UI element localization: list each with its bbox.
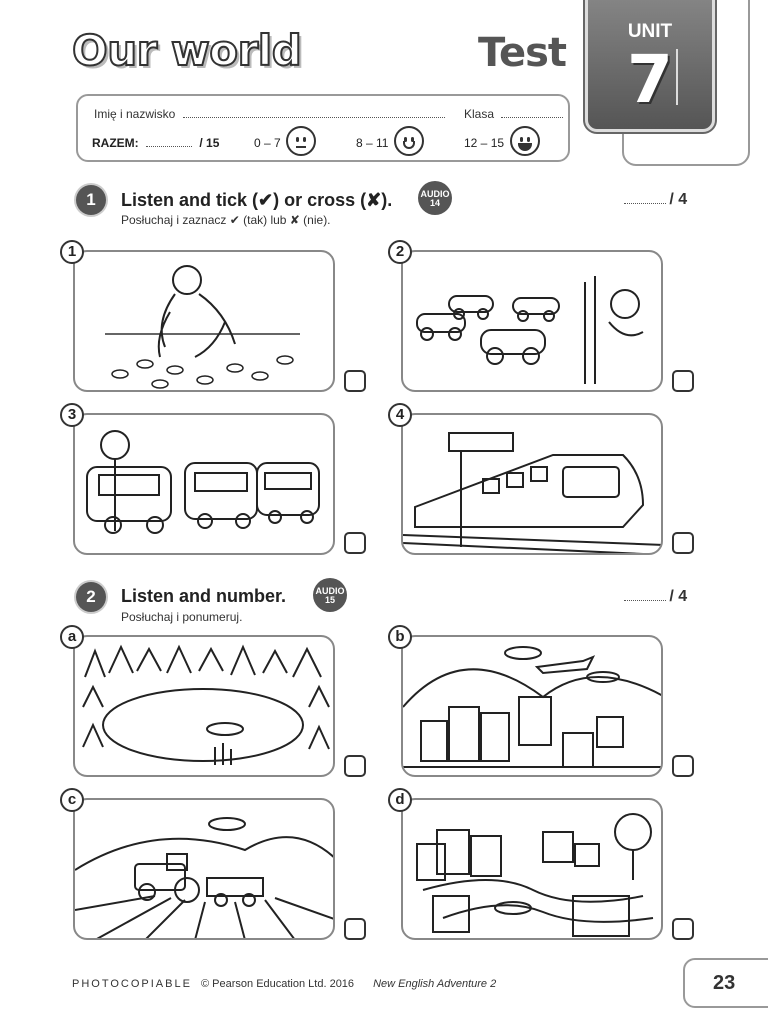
village-hills-icon bbox=[403, 637, 663, 777]
neutral-face-icon bbox=[286, 126, 316, 156]
book-title: New English Adventure 2 bbox=[373, 978, 497, 990]
answer-box-2[interactable] bbox=[672, 370, 694, 392]
picture-d bbox=[401, 798, 663, 940]
page-number: 23 bbox=[683, 958, 768, 1008]
picture-c-label: c bbox=[60, 788, 84, 812]
exercise-2-score-field[interactable] bbox=[624, 591, 666, 601]
picture-c bbox=[73, 798, 335, 940]
range-mid: 8 – 11 bbox=[356, 136, 389, 150]
picture-3-label: 3 bbox=[60, 403, 84, 427]
forest-lake-icon bbox=[75, 637, 335, 777]
exercise-1-instruction: Posłuchaj i zaznacz ✔ (tak) lub ✘ (nie). bbox=[121, 213, 331, 227]
exercise-1-score: / 4 bbox=[624, 191, 687, 209]
picture-1-label: 1 bbox=[60, 240, 84, 264]
class-label: Klasa bbox=[464, 107, 495, 121]
total-max: / 15 bbox=[199, 136, 220, 150]
town-river-icon bbox=[403, 800, 663, 940]
unit-divider bbox=[676, 49, 678, 105]
train-at-station-icon bbox=[403, 415, 663, 555]
answer-box-4[interactable] bbox=[672, 532, 694, 554]
smile-face-icon bbox=[394, 126, 424, 156]
total-label: RAZEM: bbox=[92, 136, 139, 150]
exercise-1-number: 1 bbox=[76, 185, 106, 215]
total-field[interactable] bbox=[146, 137, 192, 147]
exercise-2-score: / 4 bbox=[624, 588, 687, 606]
exercise-2-number: 2 bbox=[76, 582, 106, 612]
picture-2-label: 2 bbox=[388, 240, 412, 264]
picture-4 bbox=[401, 413, 663, 555]
name-label: Imię i nazwisko bbox=[94, 107, 176, 121]
page-title: Our world bbox=[72, 26, 302, 75]
exercise-1-title: Listen and tick (✔) or cross (✘). bbox=[121, 190, 393, 210]
answer-box-b[interactable] bbox=[672, 755, 694, 777]
range-low: 0 – 7 bbox=[254, 136, 281, 150]
class-field[interactable] bbox=[501, 108, 563, 118]
boy-with-fish-icon bbox=[75, 252, 335, 392]
footer bbox=[72, 978, 496, 990]
exercise-2-instruction: Posłuchaj i ponumeruj. bbox=[121, 610, 243, 624]
name-score-box bbox=[76, 94, 570, 162]
grin-face-icon bbox=[510, 126, 540, 156]
answer-box-3[interactable] bbox=[344, 532, 366, 554]
unit-tab bbox=[585, 0, 715, 132]
name-field[interactable] bbox=[183, 108, 445, 118]
picture-b bbox=[401, 635, 663, 777]
copyright-text: © Pearson Education Ltd. 2016 bbox=[201, 978, 355, 990]
unit-number: 7 bbox=[627, 41, 673, 118]
cars-traffic-icon bbox=[403, 252, 663, 392]
answer-box-d[interactable] bbox=[672, 918, 694, 940]
picture-2 bbox=[401, 250, 663, 392]
picture-3 bbox=[73, 413, 335, 555]
audio-14-icon[interactable]: AUDIO 14 bbox=[418, 181, 452, 215]
unit-word: UNIT bbox=[627, 21, 673, 42]
buses-at-stop-icon bbox=[75, 415, 335, 555]
picture-1 bbox=[73, 250, 335, 392]
answer-box-1[interactable] bbox=[344, 370, 366, 392]
exercise-2-title: Listen and number. bbox=[121, 586, 287, 606]
picture-b-label: b bbox=[388, 625, 412, 649]
picture-a-label: a bbox=[60, 625, 84, 649]
answer-box-a[interactable] bbox=[344, 755, 366, 777]
audio-15-icon[interactable]: AUDIO 15 bbox=[313, 578, 347, 612]
photocopiable-label: PHOTOCOPIABLE bbox=[72, 978, 192, 990]
picture-4-label: 4 bbox=[388, 403, 412, 427]
picture-a bbox=[73, 635, 335, 777]
test-label: Test bbox=[478, 30, 567, 76]
exercise-1-score-field[interactable] bbox=[624, 194, 666, 204]
picture-d-label: d bbox=[388, 788, 412, 812]
answer-box-c[interactable] bbox=[344, 918, 366, 940]
tractor-field-icon bbox=[75, 800, 335, 940]
range-high: 12 – 15 bbox=[464, 136, 505, 150]
